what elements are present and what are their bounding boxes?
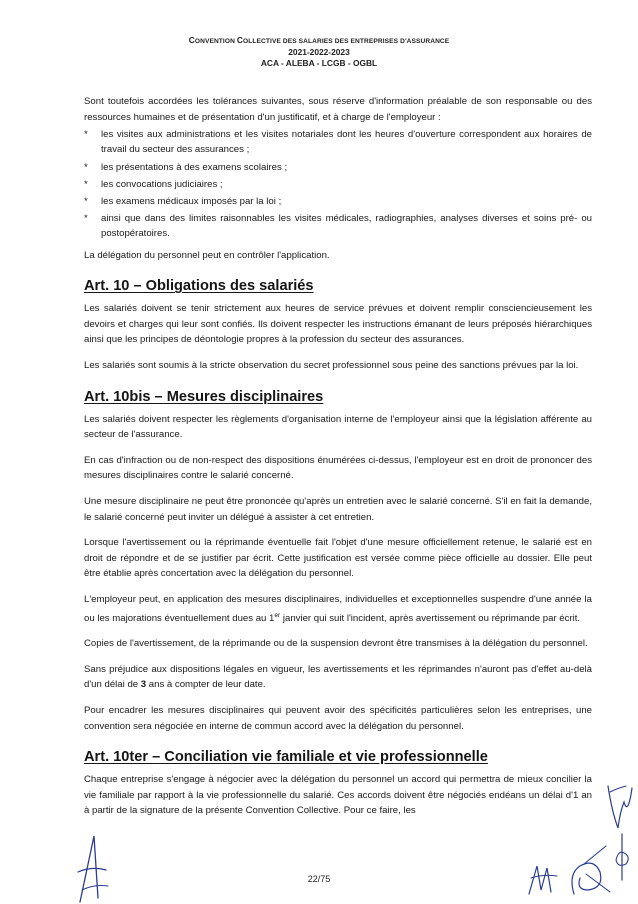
tolerance-list xyxy=(84,127,592,241)
document-body xyxy=(84,94,592,829)
signature-initials-right-top xyxy=(604,782,636,832)
header-word-onvention: ONVENTION xyxy=(194,38,237,45)
art10bis-paragraph-4: Lorsque l'avertissement ou la réprimande éventuelle fait l'objet d'une mesure officiellement retenue, le salarié est en droit de répondre et de se justifier par écrit. Cette justification est versée comme pièce officielle au dossier. Elle peut être établie après concertation avec la délégation du personnel. xyxy=(84,537,592,580)
art10-paragraph-1: Les salariés doivent se tenir strictement aux heures de service prévues et doivent remplir consciencieusement les devoirs et charges qui leur sont confiés. Ils doivent respecter les instructions émanant de leurs préposés hiérarchiques ainsi que les principes de déontologie propres à la profession du secteur des assurances. xyxy=(84,303,592,346)
bullet-star-icon: * xyxy=(84,161,88,173)
bullet-star-icon: * xyxy=(84,196,88,207)
page-number: 22/75 xyxy=(307,874,331,884)
header-years: 2021-2022-2023 xyxy=(288,47,350,57)
p5-superscript: er xyxy=(274,611,281,619)
header-parties: ACA - ALEBA - LCGB - OGBL xyxy=(260,58,378,68)
bullet-star-icon: * xyxy=(84,129,88,141)
art10-heading: Art. 10 – Obligations des salariés xyxy=(84,278,314,295)
signature-initials-bottom-b xyxy=(566,844,612,898)
header-convention-title xyxy=(0,35,638,47)
bullet-star-icon: * xyxy=(84,213,88,225)
art10bis-paragraph-1: Les salariés doivent respecter les règlements d'organisation interne de l'employeur ainsi que la législation afférente au secteur de l'assurance. xyxy=(84,413,592,441)
signature-initials-left xyxy=(76,832,112,904)
p7-text-b: ans à compter de leur date. xyxy=(146,679,266,691)
list-item xyxy=(84,211,592,241)
header-rest: OLLECTIVE DES SALARIES DES ENTREPRISES D'ASSURANCE xyxy=(243,38,450,45)
delegation-paragraph: La délégation du personnel peut en contrôler l'application. xyxy=(84,249,330,261)
list-item-text: les présentations à des examens scolaires ; xyxy=(101,161,288,173)
art10bis-paragraph-6: Copies de l'avertissement, de la réprimande ou de la suspension devront être transmises à la délégation du personnel. xyxy=(84,638,588,650)
list-item-text: les visites aux administrations et les visites notariales dont les heures d'ouverture correspondent aux horaires de travail du secteur des assurances ; xyxy=(101,129,592,156)
art10bis-paragraph-7 xyxy=(84,662,592,693)
list-item-text: les examens médicaux imposés par la loi ; xyxy=(101,196,282,207)
art10bis-paragraph-8: Pour encadrer les mesures disciplinaires qui peuvent avoir des spécificités particulières selon les entreprises, une convention sera négociée en interne de commun accord avec la délégation du personnel. xyxy=(84,705,592,732)
art10bis-heading: Art. 10bis – Mesures disciplinaires xyxy=(84,388,324,405)
list-item xyxy=(84,194,592,209)
header-initial-c: C xyxy=(188,35,195,45)
header-initial-c2: C xyxy=(236,35,244,45)
intro-paragraph: Sont toutefois accordées les tolérances suivantes, sous réserve d'information préalable de son responsable ou des ressources humaines et de présentation d'un justificatif, et à charge de l'employeur : xyxy=(84,96,592,123)
art10bis-paragraph-3: Une mesure disciplinaire ne peut être prononcée qu'après un entretien avec le salarié concerné. S'il en fait la demande, le salarié concerné peut inviter un délégué à assister à cet entretien. xyxy=(84,495,592,523)
art10bis-paragraph-5 xyxy=(84,592,592,626)
art10bis-paragraph-2: En cas d'infraction ou de non-respect des dispositions énumérées ci-dessus, l'employeur est en droit de prononcer des mesures disciplinaires contre le salarié concerné. xyxy=(84,454,592,482)
p7-text-a: Sans préjudice aux dispositions légales en vigueur, les avertissements et les réprimandes n'auront pas d'effet au-delà d'un délai de xyxy=(84,663,592,691)
art10-paragraph-2: Les salariés sont soumis à la stricte observation du secret professionnel sous peine des sanctions prévues par la loi. xyxy=(84,359,579,371)
p5-text-b: janvier qui suit l'incident, après avertissement ou réprimande par écrit. xyxy=(280,612,581,624)
art10ter-paragraph-1: Chaque entreprise s'engage à négocier avec la délégation du personnel un accord qui permettra de mieux concilier la vie familiale par rapport à la vie professionnelle du salarié. Ces accords doivent être négociés endéans un délai d'1 an à partir de la signature de la présente Convention Collective. Pour ce faire, les xyxy=(84,774,592,817)
list-item xyxy=(84,127,592,157)
p5-text-a: L'employeur peut, en application des mesures disciplinaires, individuelles et exceptionnelles suspendre d'une année la ou les majorations éventuellement dues au 1 xyxy=(84,593,592,624)
art10ter-heading: Art. 10ter – Conciliation vie familiale et vie professionnelle xyxy=(84,749,488,766)
list-item-text: ainsi que dans des limites raisonnables les visites médicales, radiographies, analyses diverses et soins pré- ou postopératoires. xyxy=(101,213,592,240)
list-item-text: les convocations judiciaires ; xyxy=(101,178,223,190)
list-item xyxy=(84,177,592,192)
p7-bold-number: 3 xyxy=(140,679,147,691)
document-header xyxy=(0,35,638,69)
list-item xyxy=(84,160,592,175)
bullet-star-icon: * xyxy=(84,178,88,190)
